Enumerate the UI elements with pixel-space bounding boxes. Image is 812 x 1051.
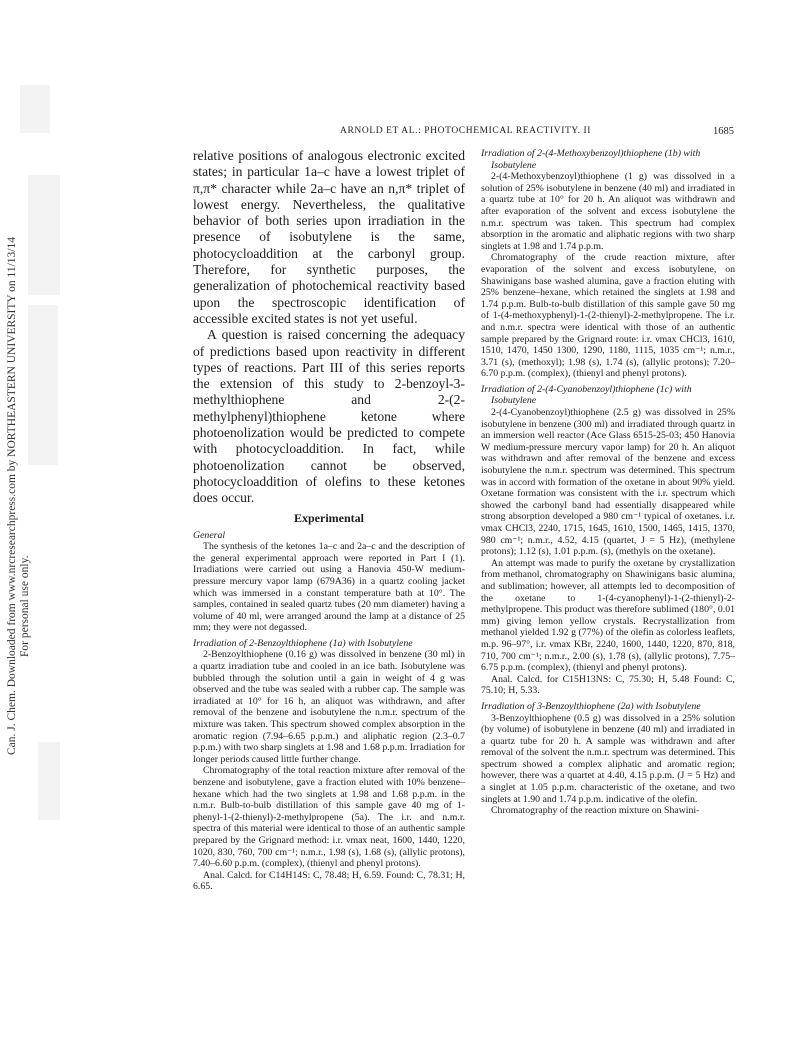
page-number: 1685 — [713, 126, 734, 137]
scan-smudge — [20, 85, 50, 133]
scan-smudge — [28, 175, 60, 295]
watermark-use-line: For personal use only. — [19, 555, 31, 657]
body-paragraph: Chromatography of the reaction mixture on Shawini- — [491, 805, 700, 817]
body-paragraph: Chromatography of the crude reaction mixture, after evaporation of the solvent and excess isobutylene, on Shawinigans base washed alumina, gave a fraction eluting with 25% benzene–hexane, which retained the singlets at 1.98 and 1.74 p.p.m. Bulb-to-bulb distillation of this sample gave 50 mg of 1-(4-methoxyphenyl)-1-(2-thienyl)-2-methylpropene. The i.r. and n.m.r. spectra were identical with those of an authentic sample prepared by the Grignard route: i.r. νmax CHCl3, 1610, 1510, 1470, 1450 1300, 1290, 1180, 1115, 1035 cm⁻¹; n.m.r., 3.71 (s), (methoxyl); 1.98 (s), 1.74 (s), (allylic protons); 7.20–6.70 p.p.m. (complex), (thienyl and phenyl protons). — [481, 252, 735, 380]
body-paragraph: 2-Benzoylthiophene (0.16 g) was dissolved in benzene (30 ml) in a quartz irradiation tube and cooled in an ice bath. Isobutylene was bubbled through the solution until a gain in weight of 4 g was observed and the tube was sealed with a rubber cap. The sample was irradiated at 10° for 16 h, an aliquot was withdrawn, and after removal of the benzene and isobutylene the n.m.r. spectrum of the mixture was taken. This spectrum showed complex absorption in the aromatic region (7.94–6.65 p.p.m.) and aliphatic region (2.3–0.7 p.p.m.) with two sharp singlets at 1.98 and 1.68 p.p.m. Irradiation for longer periods caused little further change. — [193, 649, 465, 765]
analysis-paragraph: Anal. Calcd. for C14H14S: C, 78.48; H, 6.59. Found: C, 78.31; H, 6.65. — [193, 869, 465, 893]
body-paragraph: Chromatography of the total reaction mixture after removal of the benzene and isobutylene, gave a fraction eluted with 10% benzene–hexane which had the two singlets at 1.98 and 1.68 p.p.m. in the n.m.r. Bulb-to-bulb distillation of this sample gave 40 mg of 1-phenyl-1-(2-thienyl)-2-methylpropene (5a). The i.r. and n.m.r. spectra of this material were identical to those of an authentic sample prepared by the Grignard method: i.r. νmax neat, 1600, 1440, 1220, 1020, 830, 760, 700 cm⁻¹; n.m.r., 1.98 (s), 1.68 (s), (allylic protons), 7.40–6.60 p.p.m. (complex), (thienyl and phenyl protons). — [193, 765, 465, 870]
scan-smudge — [38, 742, 60, 820]
watermark-source-line: Can. J. Chem. Downloaded from www.nrcresearchpress.com by NORTHEASTERN UNIVERSITY on 11/13/14 — [6, 237, 18, 755]
section-subheading: Irradiation of 3-Benzoylthiophene (2a) with Isobutylene — [481, 700, 701, 712]
analysis-paragraph: Anal. Calcd. for C15H13NS: C, 75.30; H, 5.48 Found: C, 75.10; H, 5.33. — [481, 673, 735, 697]
right-column — [481, 148, 735, 817]
experimental-heading: Experimental — [294, 510, 364, 525]
general-subheading: General — [193, 529, 226, 541]
section-subheading: Irradiation of 2-(4-Cyanobenzoyl)thiophene (1c) with Isobutylene — [481, 383, 692, 407]
body-paragraph: An attempt was made to purify the oxetane by crystallization from methanol, chromatography on Shawinigans basic alumina, and sublimation; however, all attempts led to decomposition of the oxetane to 1-(4-cyanophenyl)-1-(2-thienyl)-2-methylpropene. This product was therefore sublimed (180°, 0.01 mm) giving lemon yellow crystals. Recrystallization from methanol yielded 1.92 g (77%) of the olefin as colorless leaflets, m.p. 96–97°, i.r. νmax KBr, 2240, 1600, 1440, 1220, 870, 818, 710, 700 cm⁻¹; n.m.r., 2.00 (s), 1.78 (s), (allylic protons), 7.75–6.75 p.p.m. (complex), (thienyl and phenyl protons). — [481, 557, 735, 674]
scan-smudge — [28, 305, 58, 465]
section-subheading: Irradiation of 2-Benzoylthiophene (1a) with Isobutylene — [193, 637, 413, 649]
section-subheading: Irradiation of 2-(4-Methoxybenzoyl)thiophene (1b) with Isobutylene — [481, 148, 701, 171]
intro-paragraph: relative positions of analogous electronic excited states; in particular 1a–c have a lowest triplet of π,π* character while 2a–c have an n,π* triplet of lowest energy. Nevertheless, the qualitative behavior of both series upon irradiation in the presence of isobutylene is the same, photocycloaddition at the carbonyl group. Therefore, for synthetic purposes, the generalization of photochemical reactivity based upon the spectroscopic identification of accessible excited states is not yet useful. — [193, 148, 465, 326]
download-watermark — [0, 155, 30, 755]
left-column — [193, 148, 465, 893]
body-paragraph: 3-Benzoylthiophene (0.5 g) was dissolved in a 25% solution (by volume) of isobutylene in benzene (40 ml) and irradiated in a quartz tube for 20 h. A sample was withdrawn and after removal of the solvent the n.m.r. spectrum was determined. This spectrum showed a complex aliphatic and aromatic region; however, there was a quartet at 4.40, 4.15 p.p.m. (J = 5 Hz) and a singlet at 1.05 p.p.m. characteristic of the oxetane, and two singlets at 1.90 and 1.74 p.p.m. indicative of the olefin. — [481, 712, 735, 805]
running-head: ARNOLD ET AL.: PHOTOCHEMICAL REACTIVITY. II — [340, 126, 592, 136]
body-paragraph: 2-(4-Cyanobenzoyl)thiophene (2.5 g) was dissolved in 25% isobutylene in benzene (300 ml) and irradiated through quartz in an immersion well reactor (Ace Glass 6515-25-03; 450 Hanovia W medium-pressure mercury vapor lamp) for 20 h. An aliquot was withdrawn and after removal of the benzene and excess isobutylene the n.m.r. spectrum was determined. This spectrum was in accord with formation of the oxetane in about 90% yield. Oxetane formation was consistent with the i.r. spectrum which showed the carbonyl band had essentially disappeared while strong absorption developed a 980 cm⁻¹ typical of oxetanes. i.r. νmax CHCl3, 2240, 1715, 1645, 1610, 1500, 1465, 1415, 1370, 980 cm⁻¹; n.m.r., 4.52, 4.15 (quartet, J = 5 Hz), (methylene protons); 1.12 (s), 1.01 p.p.m. (s), (methyls on the oxetane). — [481, 407, 735, 558]
intro-paragraph: A question is raised concerning the adequacy of predictions based upon reactivity in different types of reactions. Part III of this series reports the extension of this study to 2-benzoyl-3-methylthiophene and 2-(2-methylphenyl)thiophene ketone where photoenolization would be predicted to compete with photocycloaddition. In fact, while photoenolization cannot be observed, photocycloaddition of olefins to these ketones does occur. — [193, 327, 465, 506]
page-header — [190, 126, 734, 140]
general-paragraph: The synthesis of the ketones 1a–c and 2a–c and the description of the general experimental approach were reported in Part I (1). Irradiations were carried out using a Hanovia 450-W medium-pressure mercury vapor lamp (679A36) in a quartz cooling jacket which was immersed in a constant temperature bath at 10°. The samples, contained in sealed quartz tubes (20 mm diameter) having a volume of 40 ml, were arranged around the lamp at a distance of 25 mm; they were not degassed. — [193, 541, 465, 634]
body-paragraph: 2-(4-Methoxybenzoyl)thiophene (1 g) was dissolved in a solution of 25% isobutylene in benzene (40 ml) and irradiated in a quartz tube at 10° for 20 h. An aliquot was withdrawn and after evaporation of the solvent and excess isobutylene the n.m.r. spectrum was taken. This spectrum had complex absorption in the aromatic and aliphatic regions with two sharp singlets at 1.98 and 1.74 p.p.m. — [481, 171, 735, 252]
